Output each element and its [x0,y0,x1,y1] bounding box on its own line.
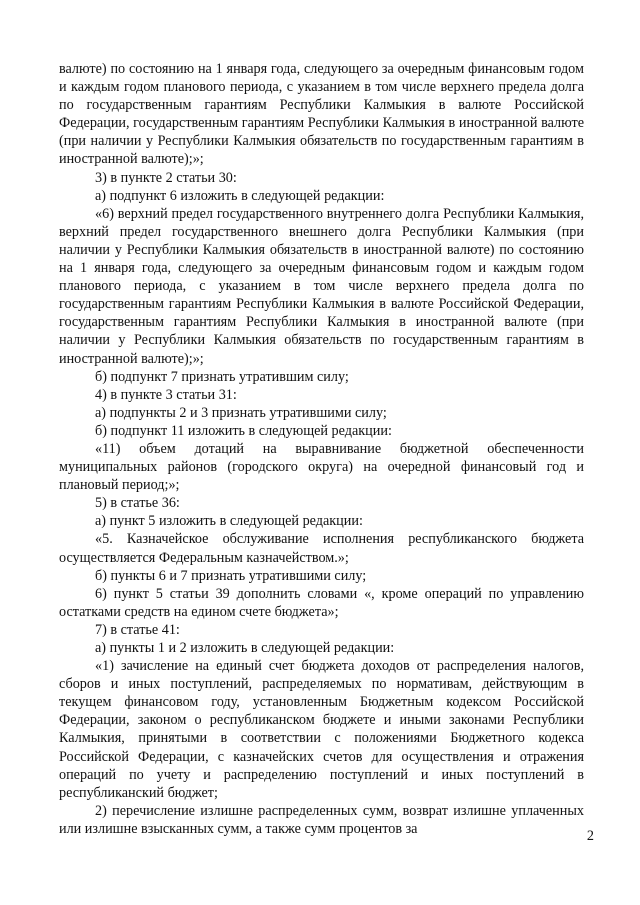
paragraph: 3) в пункте 2 статьи 30: [95,169,237,186]
paragraph: «1) зачисление на единый счет бюджета доходов от распределения налогов, сборов и иных поступлений, распределяемых по нормативам, действующим в текущем финансовом году, установленным Бюджетным кодексом Российской Федерации, законом о республиканском бюджете и иными законами Республики Калмыкия, принятыми в соответствии с положениями Бюджетного кодекса Российской Федерации, с казначейских счетов для осуществления и отражения операций по учету и распределению поступлений и иных поступлений в республиканский бюджет; [59,658,584,801]
paragraph: а) пункт 5 изложить в следующей редакции: [95,513,363,530]
paragraph: а) подпункты 2 и 3 признать утратившими силу; [95,404,387,421]
paragraph: «5. Казначейское обслуживание исполнения республиканского бюджета осуществляется Федеральным казначейством.»; [59,531,584,566]
paragraph: а) подпункт 6 изложить в следующей редакции: [95,187,385,204]
paragraph: валюте) по состоянию на 1 января года, следующего за очередным финансовым годом и каждым годом планового периода, с указанием в том числе верхнего предела долга по государственным гарантиям Республики Калмыкия в валюте Российской Федерации, государственным гарантиям Республики Калмыкия в иностранной валюте (при наличии у Республики Калмыкия обязательств по государственным гарантиям в иностранной валюте);»; [59,61,584,168]
paragraph: б) подпункт 7 признать утратившим силу; [95,368,349,385]
paragraph: 7) в статье 41: [95,621,180,638]
paragraph: а) пункты 1 и 2 изложить в следующей редакции: [95,640,395,656]
paragraph: «6) верхний предел государственного внутреннего долга Республики Калмыкия, верхний предел государственного внешнего долга Республики Калмыкия (при наличии у Республики Калмыкия обязательств в иностранной валюте) по состоянию на 1 января года, следующего за очередным финансовым годом и каждым годом планового периода, с указанием в том числе верхнего предела долга по государственным гарантиям Республики Калмыкия в валюте Российской Федерации, государственным гарантиям Республики Калмыкия в иностранной валюте (при наличии у Республики Калмыкия обязательств по государственным гарантиям в иностранной валюте);»; [59,205,584,367]
paragraph: 6) пункт 5 статьи 39 дополнить словами «, кроме операций по управлению остатками средств на едином счете бюджета»; [59,585,584,620]
page-number: 2 [586,828,594,844]
document-body [59,60,584,838]
paragraph: «11) объем дотаций на выравнивание бюджетной обеспеченности муниципальных районов (городского округа) на очередной финансовый год и плановый период;»; [59,440,584,494]
paragraph: б) пункты 6 и 7 признать утратившими силу; [95,567,367,584]
paragraph: 5) в статье 36: [95,495,180,512]
paragraph: 4) в пункте 3 статьи 31: [95,386,237,403]
paragraph: б) подпункт 11 изложить в следующей редакции: [95,422,392,439]
paragraph: 2) перечисление излишне распределенных сумм, возврат излишне уплаченных или излишне взысканных сумм, а также сумм процентов за [59,802,584,837]
